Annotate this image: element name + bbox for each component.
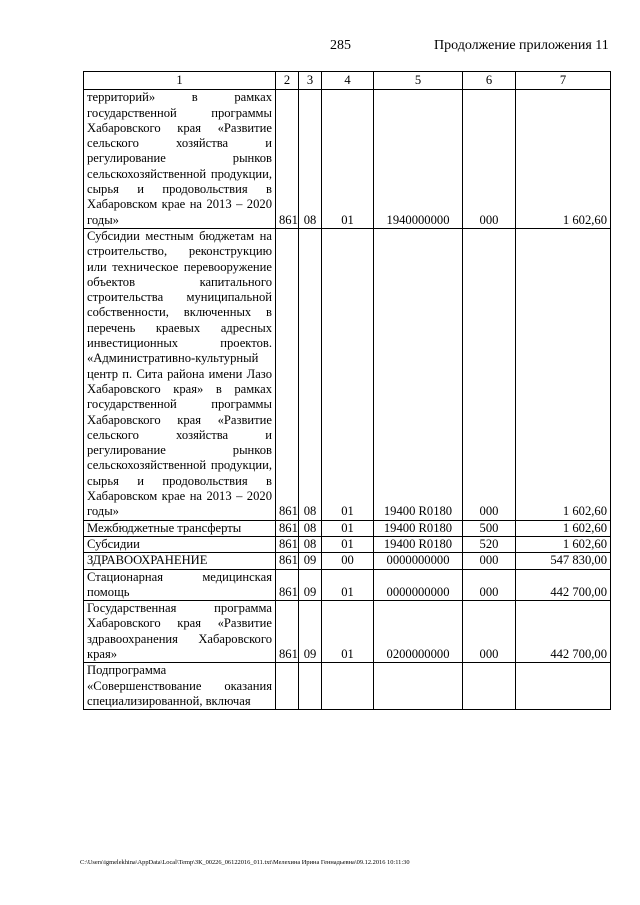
file-path-footer: C:\Users\igmelekhina\AppData\Local\Temp\ЗК_00226_06122016_011.txt\Мелехина Ирина Геннадьевна\09.12.2016 10:11:30	[80, 859, 410, 866]
row-name-cell: Подпрограмма «Совершенствование оказания специализированной, включая	[84, 663, 276, 710]
page-number: 285	[330, 38, 351, 53]
column-header: 5	[374, 72, 463, 90]
section-cell: 09	[299, 553, 322, 569]
row-name-cell: ЗДРАВООХРАНЕНИЕ	[84, 553, 276, 569]
amount-cell: 1 602,60	[516, 536, 611, 552]
column-header: 4	[322, 72, 374, 90]
expense-type-cell: 000	[463, 90, 516, 229]
row-name-cell: Государственная программа Хабаровского края «Развитие здравоохранения Хабаровского края»	[84, 601, 276, 663]
subsection-cell: 00	[322, 553, 374, 569]
expense-type-cell	[463, 663, 516, 710]
subsection-cell: 01	[322, 601, 374, 663]
amount-cell: 547 830,00	[516, 553, 611, 569]
section-cell: 09	[299, 601, 322, 663]
column-header: 1	[84, 72, 276, 90]
table-row	[84, 569, 611, 601]
appendix-label: Продолжение приложения 11	[434, 38, 609, 53]
expense-type-cell: 000	[463, 569, 516, 601]
subsection-cell: 01	[322, 569, 374, 601]
target-article-cell	[374, 663, 463, 710]
expense-type-cell: 000	[463, 228, 516, 520]
table-row	[84, 536, 611, 552]
target-article-cell: 19400 R0180	[374, 228, 463, 520]
code-cell: 861	[276, 601, 299, 663]
section-cell: 08	[299, 228, 322, 520]
expense-type-cell: 500	[463, 520, 516, 536]
section-cell: 09	[299, 569, 322, 601]
amount-cell: 442 700,00	[516, 601, 611, 663]
target-article-cell: 0000000000	[374, 569, 463, 601]
table-row	[84, 553, 611, 569]
row-name-cell: Субсидии	[84, 536, 276, 552]
code-cell: 861	[276, 553, 299, 569]
table-row	[84, 601, 611, 663]
section-cell: 08	[299, 90, 322, 229]
code-cell	[276, 663, 299, 710]
section-cell: 08	[299, 520, 322, 536]
expense-type-cell: 000	[463, 553, 516, 569]
table-row	[84, 228, 611, 520]
code-cell: 861	[276, 536, 299, 552]
subsection-cell	[322, 663, 374, 710]
subsection-cell: 01	[322, 536, 374, 552]
code-cell: 861	[276, 90, 299, 229]
column-header: 2	[276, 72, 299, 90]
target-article-cell: 1940000000	[374, 90, 463, 229]
subsection-cell: 01	[322, 90, 374, 229]
column-header: 7	[516, 72, 611, 90]
row-name-cell: Межбюджетные трансферты	[84, 520, 276, 536]
subsection-cell: 01	[322, 228, 374, 520]
code-cell: 861	[276, 569, 299, 601]
column-header: 3	[299, 72, 322, 90]
table-row	[84, 520, 611, 536]
row-name-cell: Стационарная медицинская помощь	[84, 569, 276, 601]
section-cell: 08	[299, 536, 322, 552]
expense-type-cell: 520	[463, 536, 516, 552]
section-cell	[299, 663, 322, 710]
amount-cell: 1 602,60	[516, 90, 611, 229]
code-cell: 861	[276, 228, 299, 520]
code-cell: 861	[276, 520, 299, 536]
row-name-cell: Субсидии местным бюджетам на строительство, реконструкцию или техническое перевооружение объектов капитального строительства муниципальной собственности, включенных в перечень краевых адресных инвестиционных проектов. «Административно-культурный центр п. Сита района имени Лазо Хабаровского края» в рамках государственной программы Хабаровского края «Развитие сельского хозяйства и регулирование рынков сельскохозяйственной продукции, сырья и продовольствия в Хабаровском крае на 2013 – 2020 годы»	[84, 228, 276, 520]
target-article-cell: 0000000000	[374, 553, 463, 569]
column-header: 6	[463, 72, 516, 90]
amount-cell	[516, 663, 611, 710]
table-row	[84, 663, 611, 710]
amount-cell: 1 602,60	[516, 228, 611, 520]
amount-cell: 1 602,60	[516, 520, 611, 536]
target-article-cell: 0200000000	[374, 601, 463, 663]
table-row	[84, 90, 611, 229]
target-article-cell: 19400 R0180	[374, 520, 463, 536]
table-header-row	[84, 72, 611, 90]
subsection-cell: 01	[322, 520, 374, 536]
expense-type-cell: 000	[463, 601, 516, 663]
target-article-cell: 19400 R0180	[374, 536, 463, 552]
row-name-cell: территорий» в рамках государственной программы Хабаровского края «Развитие сельского хозяйства и регулирование рынков сельскохозяйственной продукции, сырья и продовольствия в Хабаровском крае на 2013 – 2020 годы»	[84, 90, 276, 229]
amount-cell: 442 700,00	[516, 569, 611, 601]
budget-table	[83, 71, 611, 710]
